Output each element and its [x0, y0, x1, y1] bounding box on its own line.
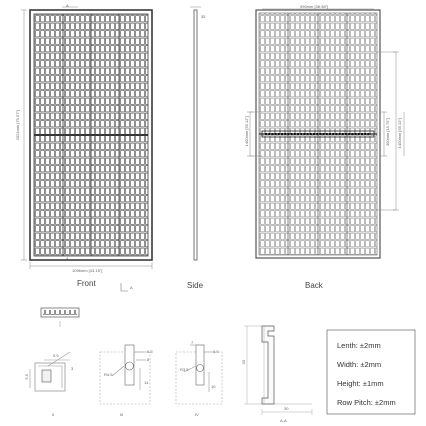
tolerance-row-pitch: Row Pitch: ±2mm — [337, 398, 396, 407]
tolerance-width: Width: ±2mm — [337, 360, 382, 369]
back-right-vertical-a: 400mm [15.75"] — [385, 118, 390, 147]
view-title-side: Side — [187, 281, 204, 290]
front-mark-a-bottom: A — [66, 256, 69, 261]
detail-iii-dim-4: R4.5 — [104, 372, 113, 377]
frame-width-dim: 30 — [284, 406, 289, 411]
back-left-vertical-dim: 1400mm [55.12"] — [244, 116, 249, 147]
section-marker-label: A — [130, 285, 133, 290]
view-title-back: Back — [305, 281, 323, 290]
frame-height-dim: 40 — [241, 360, 246, 365]
front-mark-a: A — [66, 3, 69, 8]
detail-ii-label: II — [52, 412, 55, 417]
cell-sample — [41, 308, 79, 327]
detail-iii-label: III — [120, 412, 124, 417]
detail-iv-dim-4: 10 — [211, 384, 216, 389]
detail-ii-dim-1: 5.5 — [53, 353, 59, 358]
side-panel — [190, 7, 201, 260]
front-height-dim: 2021mm [79.57"] — [15, 110, 20, 141]
view-title-front: Front — [77, 279, 96, 288]
tolerance-length: Lenth: ±2mm — [337, 341, 381, 350]
frame-section-aa — [244, 326, 312, 415]
detail-iv-dim-2: 6.5 — [213, 349, 219, 354]
detail-ii-dim-3: 3 — [71, 366, 74, 371]
detail-iii-dim-2: 8 — [147, 357, 150, 362]
detail-iii-dim-1: 6.5 — [147, 349, 153, 354]
back-right-vertical-b: 1400mm [55.12"] — [397, 118, 402, 149]
side-thickness-dim: 35 — [201, 14, 206, 19]
detail-iv-dim-3: R3.5 — [180, 367, 189, 372]
detail-iii-dim-3: 14 — [144, 380, 149, 385]
back-panel — [256, 10, 380, 258]
detail-mounting-hole — [30, 352, 70, 391]
front-panel — [30, 10, 152, 260]
section-marker — [121, 283, 128, 291]
front-width-dim: 1096mm [43.15"] — [72, 268, 103, 273]
back-width-dim: 990mm [38.98"] — [300, 4, 329, 9]
section-aa-title: A-A — [280, 418, 287, 423]
tolerance-height: Height: ±1mm — [337, 379, 384, 388]
detail-iv-label: IV — [195, 412, 199, 417]
detail-iv-dim-1: 7 — [191, 340, 194, 345]
detail-ii-dim-2: 5.5 — [24, 374, 29, 380]
